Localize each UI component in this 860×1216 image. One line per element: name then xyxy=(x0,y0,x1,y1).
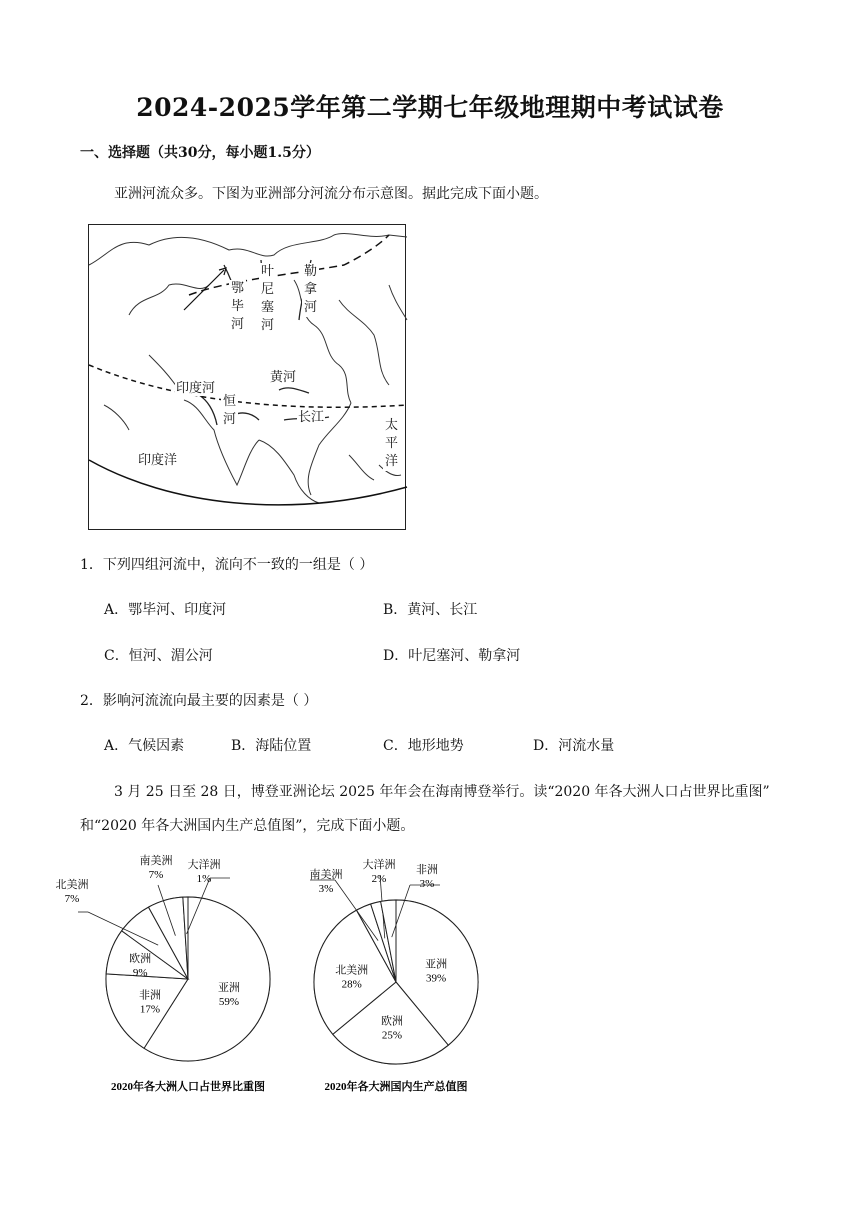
map-label-ob-river: 鄂毕河 xyxy=(230,281,244,332)
slice-value-label-5: 1% xyxy=(196,873,212,885)
slice-category-label-3: 南美洲 xyxy=(309,869,343,881)
intro-text-2-line-2: 和“2020 年各大洲国内生产总值图”，完成下面小题。 xyxy=(80,818,415,834)
slice-category-label-3: 北美洲 xyxy=(55,879,89,891)
slice-category-label-4: 大洋洲 xyxy=(362,859,396,871)
slice-value-label-3: 7% xyxy=(64,893,80,905)
slice-value-label-0: 39% xyxy=(426,972,447,985)
slice-category-label-2: 北美洲 xyxy=(335,964,369,977)
slice-category-label-5: 非洲 xyxy=(416,864,438,876)
asia-river-map xyxy=(88,224,406,530)
slice-value-label-5: 3% xyxy=(419,878,435,890)
pie-charts xyxy=(55,845,520,1105)
question-1-option-d[interactable]: D．叶尼塞河、勒拿河 xyxy=(383,648,521,664)
map-label-yangtze-river: 长江 xyxy=(298,410,325,425)
slice-value-label-3: 3% xyxy=(318,883,334,895)
slice-category-label-0: 亚洲 xyxy=(425,958,448,971)
slice-category-label-0: 亚洲 xyxy=(217,981,240,994)
map-label-lena-river: 勒拿河 xyxy=(303,264,317,315)
map-drawing xyxy=(89,225,407,531)
map-label-indian-ocean: 印度洋 xyxy=(138,453,178,468)
slice-value-label-2: 28% xyxy=(341,978,362,991)
map-label-ganges-river: 恒河 xyxy=(222,394,236,427)
slice-value-label-1: 17% xyxy=(139,1003,161,1016)
question-2-option-a[interactable]: A．气候因素 xyxy=(104,738,185,754)
map-label-yellow-river: 黄河 xyxy=(270,370,297,385)
question-2-option-c[interactable]: C．地形地势 xyxy=(383,738,464,754)
map-label-yenisei-river: 叶尼塞河 xyxy=(260,264,274,333)
question-2-stem: 2．影响河流流向最主要的因素是（ ） xyxy=(80,693,318,709)
slice-category-label-2: 欧洲 xyxy=(129,952,152,965)
slice-value-label-4: 2% xyxy=(371,873,387,885)
slice-category-label-1: 非洲 xyxy=(139,989,162,1002)
intro-text-2-line-1: 3 月 25 日至 28 日，博登亚洲论坛 2025 年年会在海南博登举行。读“2020 年各大洲人口占世界比重图” xyxy=(114,784,770,800)
population-pie-title: 2020年各大洲人口占世界比重图 xyxy=(111,1081,265,1093)
population-pie-chart xyxy=(56,854,271,1061)
map-label-indus-river: 印度河 xyxy=(176,381,216,396)
section-heading: 一、选择题（共30分，每小题1.5分） xyxy=(80,145,320,161)
question-1-option-b[interactable]: B．黄河、长江 xyxy=(383,602,478,618)
slice-value-label-0: 59% xyxy=(218,995,240,1008)
gdp-pie-title: 2020年各大洲国内生产总值图 xyxy=(324,1081,468,1093)
question-1-stem: 1．下列四组河流中，流向不一致的一组是（ ） xyxy=(80,557,374,573)
slice-category-label-1: 欧洲 xyxy=(380,1015,403,1028)
slice-value-label-4: 7% xyxy=(148,869,164,881)
question-1-option-a[interactable]: A．鄂毕河、印度河 xyxy=(104,602,227,618)
question-1-option-c[interactable]: C．恒河、湄公河 xyxy=(104,648,213,664)
slice-category-label-5: 大洋洲 xyxy=(187,859,221,871)
slice-value-label-2: 9% xyxy=(132,966,148,979)
map-label-pacific-ocean: 太平洋 xyxy=(384,418,398,469)
gdp-pie-chart xyxy=(310,857,479,1064)
slice-value-label-1: 25% xyxy=(381,1029,403,1042)
question-2-option-d[interactable]: D．河流水量 xyxy=(533,738,615,754)
exam-title: 2024-2025学年第二学期七年级地理期中考试试卷 xyxy=(136,93,724,122)
intro-text-1: 亚洲河流众多。下图为亚洲部分河流分布示意图。据此完成下面小题。 xyxy=(114,186,548,202)
question-2-option-b[interactable]: B．海陆位置 xyxy=(231,738,312,754)
slice-category-label-4: 南美洲 xyxy=(139,855,173,867)
